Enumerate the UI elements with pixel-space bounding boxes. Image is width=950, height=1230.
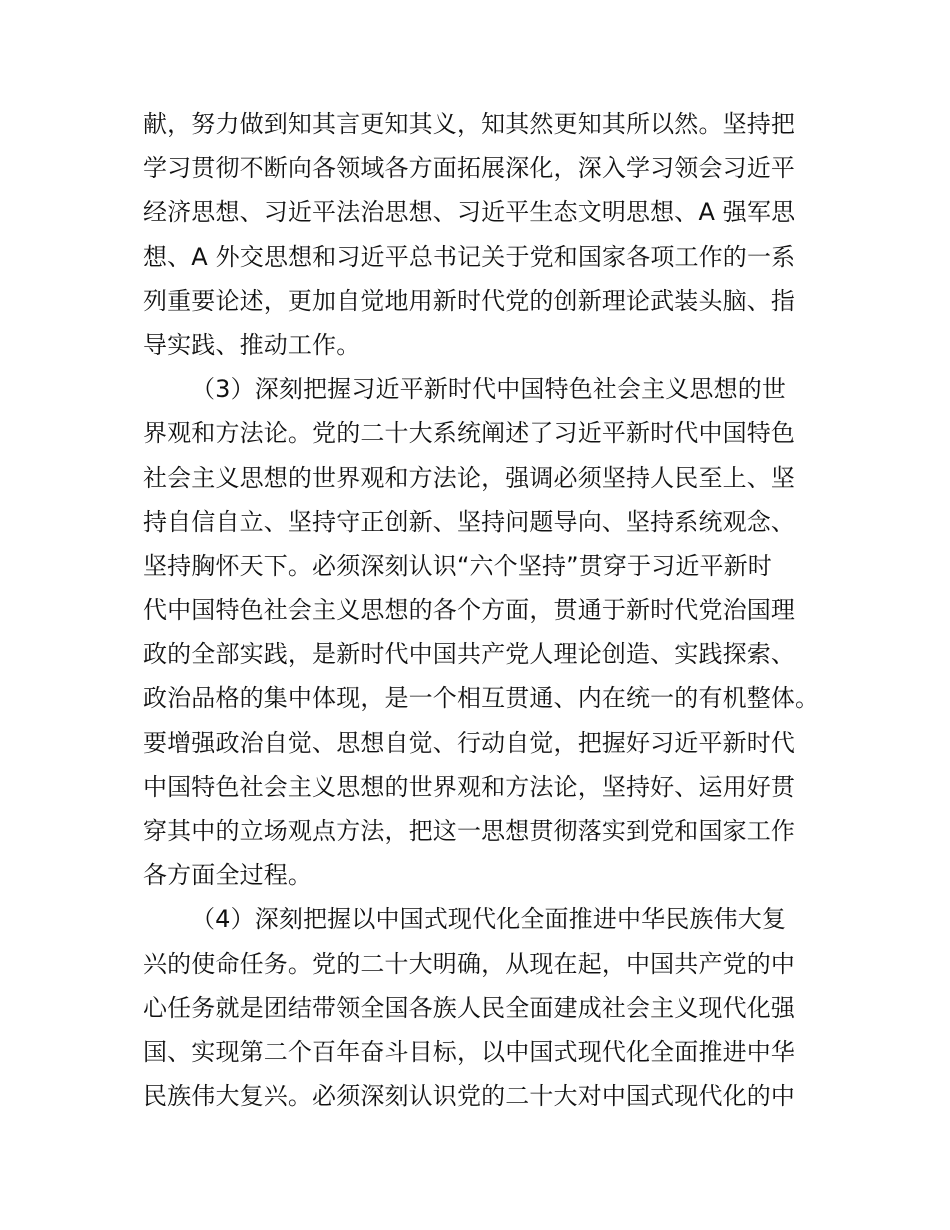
text-line: 献，努力做到知其言更知其义，知其然更知其所以然。坚持把: [143, 110, 796, 138]
section-3-heading-line: （3）深刻把握习近平新时代中国特色社会主义思想的世: [191, 375, 787, 404]
text-line: 民族伟大复兴。必须深刻认识党的二十大对中国式现代化的中: [143, 1082, 796, 1111]
text-line: 政的全部实践，是新时代中国共产党人理论创造、实践探索、: [143, 640, 796, 669]
text-line: 经济思想、习近平法治思想、习近平生态文明思想、A 强军思: [143, 198, 796, 227]
text-line: 代中国特色社会主义思想的各个方面，贯通于新时代党治国理: [143, 596, 796, 625]
text-line: 中国特色社会主义思想的世界观和方法论，坚持好、运用好贯: [143, 772, 796, 801]
text-line: 界观和方法论。党的二十大系统阐述了习近平新时代中国特色: [143, 419, 796, 448]
text-line: 坚持胸怀天下。必须深刻认识“六个坚持”贯穿于习近平新时: [143, 551, 772, 580]
text-line: 学习贯彻不断向各领域各方面拓展深化，深入学习领会习近平: [143, 154, 796, 183]
text-line: 社会主义思想的世界观和方法论，强调必须坚持人民至上、坚: [143, 463, 796, 492]
section-4-heading-line: （4）深刻把握以中国式现代化全面推进中华民族伟大复: [191, 905, 787, 934]
body-text: [143, 102, 823, 1118]
text-line: 想、A 外交思想和习近平总书记关于党和国家各项工作的一系: [143, 242, 796, 271]
text-line: 持自信自立、坚持守正创新、坚持问题导向、坚持系统观念、: [143, 507, 796, 536]
text-line: 导实践、推动工作。: [143, 330, 361, 359]
text-line: 国、实现第二个百年奋斗目标，以中国式现代化全面推进中华: [143, 1037, 796, 1066]
text-line: 各方面全过程。: [143, 861, 313, 890]
text-line: 心任务就是团结带领全国各族人民全面建成社会主义现代化强: [143, 993, 796, 1022]
text-line: 要增强政治自觉、思想自觉、行动自觉，把握好习近平新时代: [143, 728, 796, 757]
text-line: 穿其中的立场观点方法，把这一思想贯彻落实到党和国家工作: [143, 817, 796, 845]
text-line: 政治品格的集中体现，是一个相互贯通、内在统一的有机整体。: [143, 684, 820, 713]
text-line: 兴的使命任务。党的二十大明确，从现在起，中国共产党的中: [143, 949, 796, 978]
text-line: 列重要论述，更加自觉地用新时代党的创新理论武装头脑、指: [143, 286, 796, 315]
